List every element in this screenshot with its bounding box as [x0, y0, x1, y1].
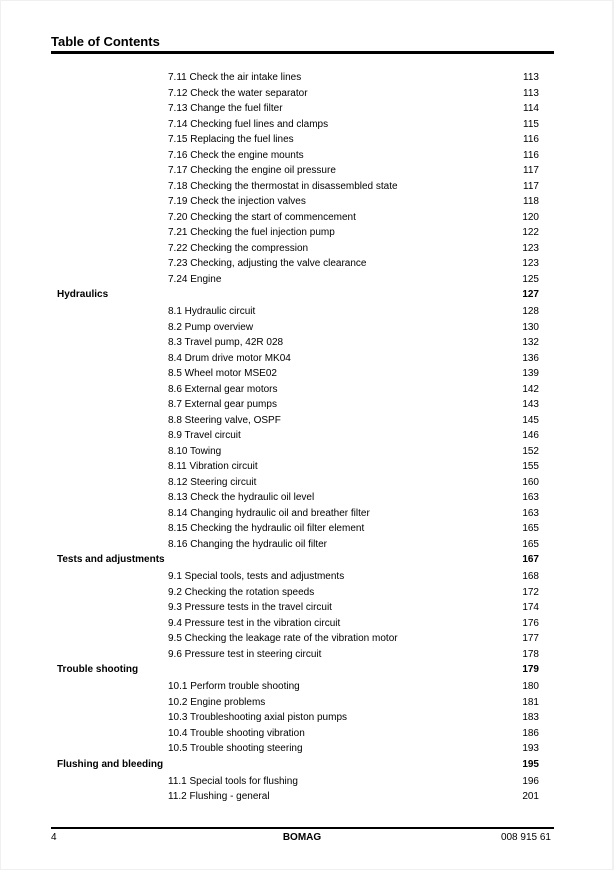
toc-section-heading [1, 287, 614, 302]
toc-entry-title: 10.3 Troubleshooting axial piston pumps [168, 712, 348, 723]
toc-entry [1, 444, 614, 459]
toc-page-number: 130 [522, 321, 539, 333]
toc-entry [1, 148, 614, 163]
toc-entry [1, 351, 614, 366]
toc-page-number: 146 [522, 430, 539, 441]
toc-page-number: 116 [523, 134, 539, 145]
toc-entry [1, 335, 614, 350]
toc-section-heading [1, 552, 614, 567]
toc-entry-title: 7.16 Check the engine mounts [168, 149, 304, 161]
toc-entry [1, 101, 614, 116]
toc-entry [1, 225, 614, 240]
toc-entry-title: 8.3 Travel pump, 42R 028 [168, 337, 284, 348]
toc-entry-title: 11.2 Flushing - general [168, 791, 270, 802]
toc-page-number: 183 [522, 712, 539, 723]
toc-entry-title: 7.22 Checking the compression [168, 242, 309, 254]
toc-page-number: 174 [522, 602, 539, 613]
toc-page-number: 115 [523, 118, 539, 130]
toc-entry [1, 382, 614, 397]
toc-entry-title: 7.18 Checking the thermostat in disassembled state [168, 180, 398, 192]
toc-page-number: 117 [523, 180, 539, 192]
toc-entry-title: 8.6 External gear motors [168, 383, 278, 395]
toc-entry-title: 7.13 Change the fuel filter [168, 103, 283, 114]
toc-page-number: 122 [522, 227, 539, 238]
toc-entry-title: 8.9 Travel circuit [168, 430, 241, 441]
toc-entry-title: 8.13 Check the hydraulic oil level [168, 492, 315, 503]
toc-entry-title: 8.8 Steering valve, OSPF [168, 414, 281, 426]
toc-entry [1, 179, 614, 194]
toc-entry-title: 9.1 Special tools, tests and adjustments [168, 571, 345, 582]
toc-entry [1, 569, 614, 584]
toc-page-number: 145 [522, 414, 539, 426]
toc-page-number: 193 [522, 743, 539, 754]
toc-entry-title: 10.4 Trouble shooting vibration [168, 727, 305, 739]
toc-page-number: 152 [522, 445, 539, 457]
toc-page-number: 142 [522, 383, 539, 395]
toc-entry [1, 506, 614, 521]
toc-entry [1, 537, 614, 552]
toc-entry-title: 8.7 External gear pumps [168, 399, 277, 410]
toc-section-heading [1, 662, 614, 677]
toc-entry-title: 9.2 Checking the rotation speeds [168, 586, 315, 598]
toc-page-number: 186 [522, 727, 539, 739]
toc-page-number: 123 [522, 258, 539, 269]
toc-entry-title: 7.20 Checking the start of commencement [168, 211, 356, 223]
toc-entry [1, 726, 614, 741]
toc-entry-title: 7.12 Check the water separator [168, 87, 308, 99]
toc-entry-title: 7.15 Replacing the fuel lines [168, 134, 294, 145]
toc-entry [1, 272, 614, 287]
toc-entry [1, 616, 614, 631]
toc-entry-title: 10.1 Perform trouble shooting [168, 681, 300, 692]
toc-entry [1, 163, 614, 178]
toc-section-title: Trouble shooting [57, 664, 139, 675]
toc-page-number: 116 [523, 149, 539, 161]
toc-page-number: 163 [522, 507, 539, 519]
toc-entry-title: 9.6 Pressure test in steering circuit [168, 648, 322, 660]
toc-entry-title: 7.11 Check the air intake lines [168, 72, 302, 83]
toc-entry [1, 304, 614, 319]
toc-entry [1, 320, 614, 335]
footer-rule [51, 827, 554, 829]
toc-page-number: 113 [523, 87, 539, 99]
toc-entry [1, 413, 614, 428]
toc-page-number: 165 [522, 523, 539, 534]
toc-page-number: 123 [522, 242, 539, 254]
toc-page-number: 155 [522, 461, 539, 472]
toc-entry [1, 428, 614, 443]
toc-entry-title: 9.5 Checking the leakage rate of the vibration motor [168, 633, 398, 644]
toc-page-number: 179 [522, 664, 539, 675]
toc-page-number: 160 [522, 476, 539, 488]
toc-page-number: 180 [522, 681, 539, 692]
toc-entry [1, 679, 614, 694]
toc-entry-title: 8.2 Pump overview [168, 321, 254, 333]
toc-entry-title: 7.24 Engine [168, 273, 222, 285]
toc-page-number: 132 [522, 337, 539, 348]
toc-page-number: 114 [523, 103, 539, 114]
toc-entry [1, 397, 614, 412]
page-title: Table of Contents [51, 34, 160, 49]
toc-page-number: 120 [522, 211, 539, 223]
toc-entry-title: 10.5 Trouble shooting steering [168, 743, 303, 754]
toc-entry-title: 8.14 Changing hydraulic oil and breather filter [168, 507, 370, 519]
toc-page-number: 201 [522, 791, 539, 802]
toc-entry [1, 241, 614, 256]
toc-entry-title: 8.1 Hydraulic circuit [168, 306, 256, 317]
toc-entry [1, 490, 614, 505]
toc-page-number: 163 [522, 492, 539, 503]
toc-section-title: Hydraulics [57, 289, 109, 300]
toc-page-number: 178 [522, 648, 539, 660]
toc-page-number: 128 [522, 306, 539, 317]
toc-page-number: 176 [522, 617, 539, 629]
toc-page-number: 127 [522, 289, 539, 300]
document-page [1, 1, 612, 869]
toc-entry-title: 8.4 Drum drive motor MK04 [168, 352, 291, 364]
toc-page-number: 196 [522, 775, 539, 787]
toc-entry [1, 741, 614, 756]
toc-entry [1, 631, 614, 646]
toc-page-number: 165 [522, 538, 539, 550]
toc-entry-title: 8.10 Towing [168, 445, 222, 457]
toc-entry-title: 8.16 Changing the hydraulic oil filter [168, 538, 327, 550]
toc-entry-title: 7.21 Checking the fuel injection pump [168, 227, 335, 238]
toc-entry [1, 475, 614, 490]
toc-entry [1, 585, 614, 600]
toc-entry [1, 600, 614, 615]
toc-entry [1, 70, 614, 85]
toc-entry-title: 7.17 Checking the engine oil pressure [168, 165, 336, 176]
header-rule [51, 51, 554, 54]
toc-entry [1, 789, 614, 804]
toc-page-number: 177 [522, 633, 539, 644]
toc-page-number: 136 [522, 352, 539, 364]
toc-entry-title: 9.3 Pressure tests in the travel circuit [168, 602, 332, 613]
toc-entry-title: 8.11 Vibration circuit [168, 461, 258, 472]
toc-section-title: Flushing and bleeding [57, 758, 164, 770]
toc-page-number: 195 [522, 758, 539, 770]
toc-entry [1, 521, 614, 536]
toc-entry-title: 9.4 Pressure test in the vibration circuit [168, 617, 341, 629]
footer-doc-number: 008 915 61 [500, 832, 551, 843]
toc-page-number: 117 [523, 165, 539, 176]
toc-entry [1, 194, 614, 209]
toc-section-heading [1, 757, 614, 772]
toc-entry-title: 7.14 Checking fuel lines and clamps [168, 118, 329, 130]
toc-entry-title: 7.23 Checking, adjusting the valve clearance [168, 258, 367, 269]
toc-page-number: 139 [522, 368, 539, 379]
toc-entry [1, 132, 614, 147]
toc-page-number: 172 [522, 586, 539, 598]
toc-section-title: Tests and adjustments [57, 554, 165, 565]
toc-entry-title: 11.1 Special tools for flushing [168, 775, 298, 787]
toc-entry [1, 774, 614, 789]
toc-entry [1, 117, 614, 132]
toc-page-number: 113 [523, 72, 539, 83]
toc-page-number: 125 [522, 273, 539, 285]
toc-entry [1, 256, 614, 271]
toc-entry [1, 459, 614, 474]
toc-entry-title: 8.15 Checking the hydraulic oil filter element [168, 523, 365, 534]
toc-entry [1, 647, 614, 662]
toc-entry-title: 8.5 Wheel motor MSE02 [168, 368, 277, 379]
toc-entry [1, 695, 614, 710]
toc-page-number: 167 [522, 554, 539, 565]
toc-entry [1, 710, 614, 725]
toc-entry-title: 10.2 Engine problems [168, 696, 266, 708]
toc-entry-title: 8.12 Steering circuit [168, 476, 257, 488]
toc-page-number: 143 [522, 399, 539, 410]
toc-page-number: 118 [523, 196, 539, 207]
toc-entry [1, 210, 614, 225]
toc-entry-title: 7.19 Check the injection valves [168, 196, 306, 207]
toc-page-number: 181 [522, 696, 539, 708]
toc-page-number: 168 [522, 571, 539, 582]
toc-entry [1, 366, 614, 381]
toc-entry [1, 86, 614, 101]
footer-page-number: 4 [51, 832, 57, 843]
footer-brand: BOMAG [282, 832, 322, 843]
